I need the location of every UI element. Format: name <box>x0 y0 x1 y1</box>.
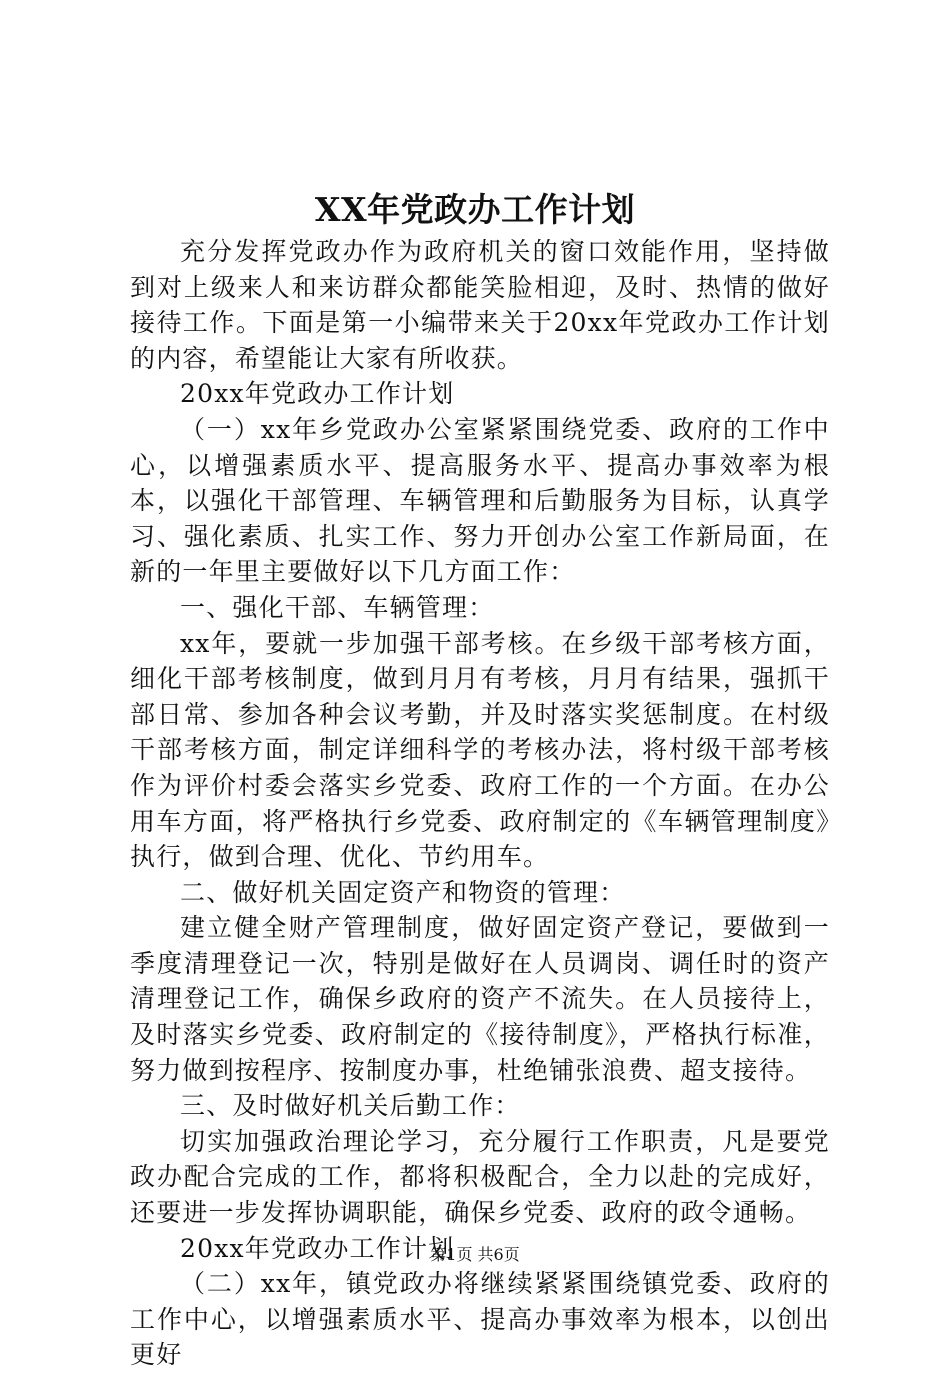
body-paragraph: （二）xx年，镇党政办将继续紧紧围绕镇党委、政府的工作中心，以增强素质水平、提高办事效率为根本，以创出更好 <box>130 1269 830 1370</box>
document-title: XX年党政办工作计划 <box>314 190 636 229</box>
intro-paragraph: 充分发挥党政办作为政府机关的窗口效能作用，坚持做到对上级来人和来访群众都能笑脸相迎，及时、热情的做好接待工作。下面是第一小编带来关于20xx年党政办工作计划的内容，希望能让大家有所收获。 <box>130 237 830 373</box>
page-footer: 第1页 共6页 <box>430 1245 520 1264</box>
document-body <box>130 234 830 1373</box>
subsection-heading: 二、做好机关固定资产和物资的管理： <box>180 877 626 907</box>
body-paragraph: （一）xx年乡党政办公室紧紧围绕党委、政府的工作中心，以增强素质水平、提高服务水平、提高办事效率为根本，以强化干部管理、车辆管理和后勤服务为目标，认真学习、强化素质、扎实工作、努力开创办公室工作新局面，在新的一年里主要做好以下几方面工作： <box>130 414 830 587</box>
section-heading: 20xx年党政办工作计划 <box>180 1233 455 1263</box>
subsection-heading: 一、强化干部、车辆管理： <box>180 592 495 622</box>
section-heading: 20xx年党政办工作计划 <box>180 379 455 409</box>
body-paragraph: 切实加强政治理论学习，充分履行工作职责，凡是要党政办配合完成的工作，都将积极配合，全力以赴的完成好，还要进一步发挥协调职能，确保乡党委、政府的政令通畅。 <box>130 1126 830 1228</box>
body-paragraph: xx年，要就一步加强干部考核。在乡级干部考核方面，细化干部考核制度，做到月月有考核，月月有结果，强抓干部日常、参加各种会议考勤，并及时落实奖惩制度。在村级干部考核方面，制定详细科学的考核办法，将村级干部考核作为评价村委会落实乡党委、政府工作的一个方面。在办公用车方面，将严格执行乡党委、政府制定的《车辆管理制度》执行，做到合理、优化、节约用车。 <box>130 628 830 872</box>
subsection-heading: 三、及时做好机关后勤工作： <box>180 1091 521 1121</box>
body-paragraph: 建立健全财产管理制度，做好固定资产登记，要做到一季度清理登记一次，特别是做好在人员调岗、调任时的资产清理登记工作，确保乡政府的资产不流失。在人员接待上，及时落实乡党委、政府制定的《接待制度》，严格执行标准，努力做到按程序、按制度办事，杜绝铺张浪费、超支接待。 <box>130 913 830 1085</box>
